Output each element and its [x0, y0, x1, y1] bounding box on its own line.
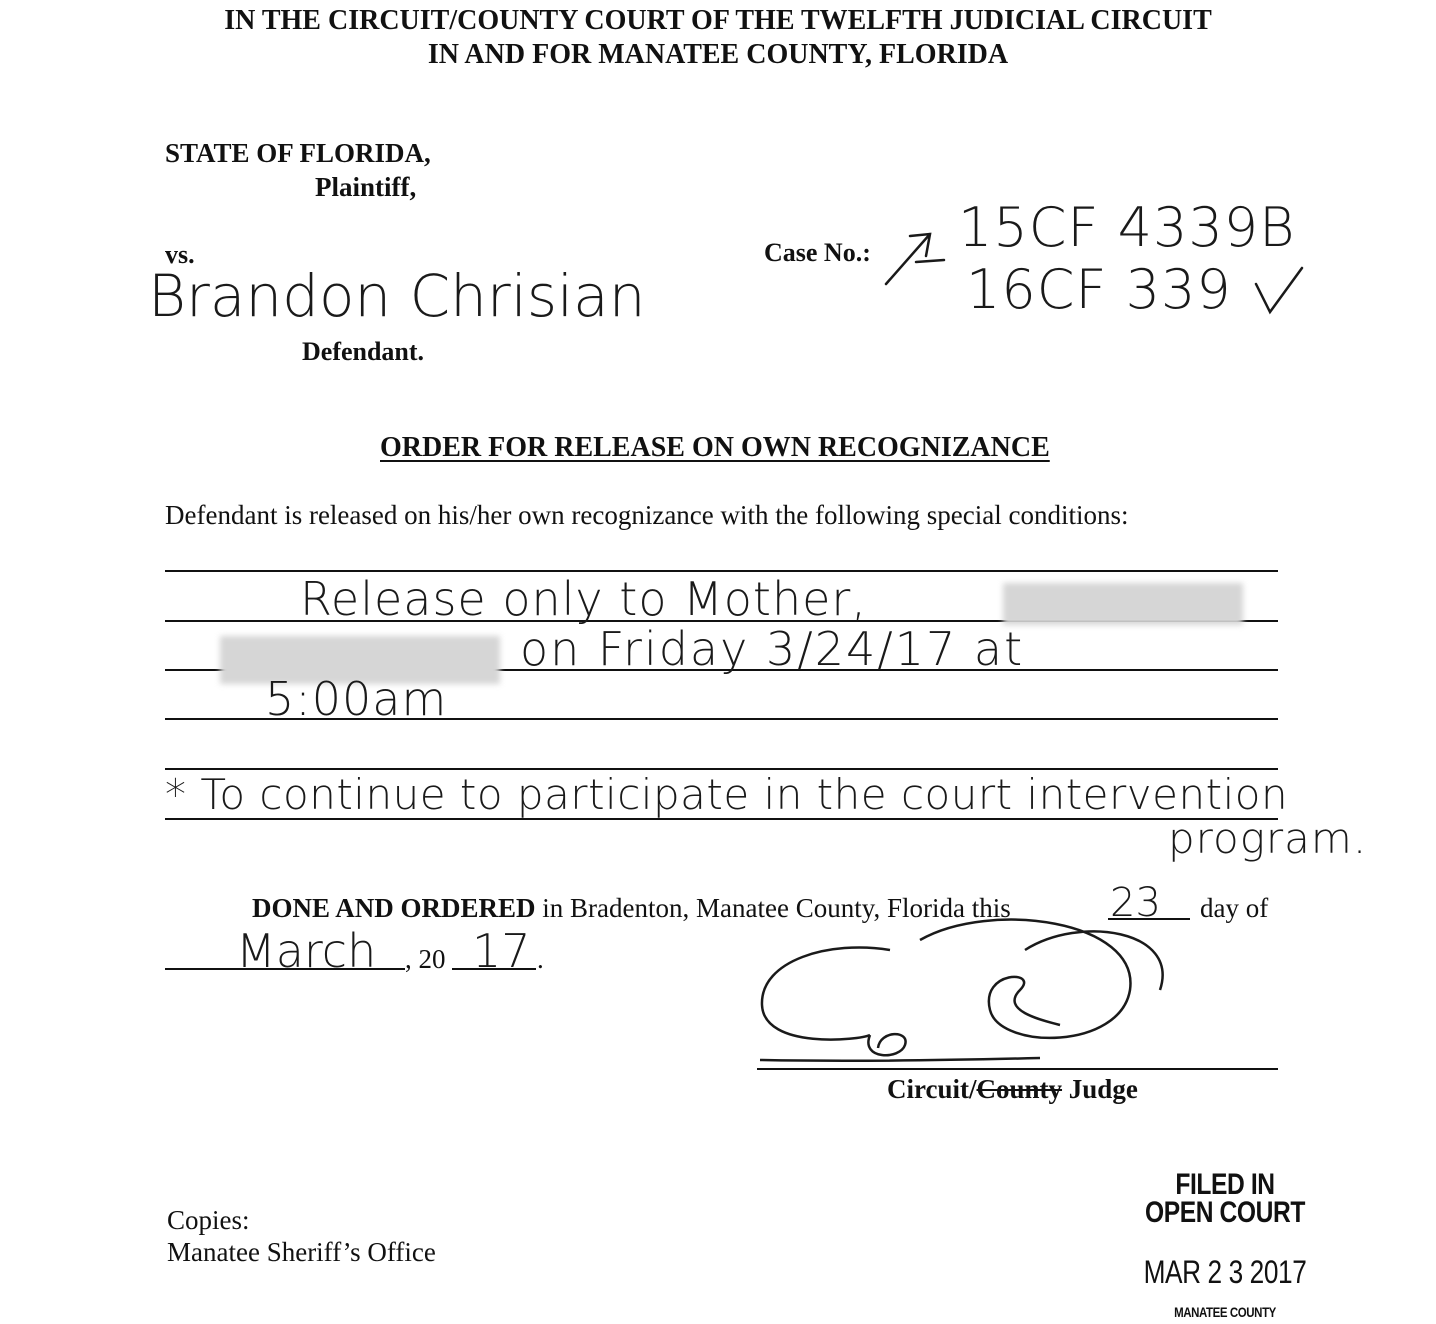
judge-title-suffix: Judge — [1062, 1074, 1138, 1104]
judge-title-struck: County — [976, 1074, 1063, 1104]
sentence-end: . — [537, 944, 544, 974]
vs-label: vs. — [165, 240, 195, 269]
condition-note-line-2: program. — [1168, 814, 1368, 863]
done-and-ordered-location: in Bradenton, Manatee County, Florida this — [535, 893, 1011, 923]
defendant-name-handwritten: Brandon Chrisian — [148, 262, 646, 330]
court-title-line2: IN AND FOR MANATEE COUNTY, FLORIDA — [427, 39, 1009, 70]
copies-recipient: Manatee Sheriff’s Office — [167, 1237, 436, 1267]
defendant-label: Defendant. — [302, 337, 425, 366]
condition-line-2: on Friday 3/24/17 at — [520, 622, 1025, 676]
day-of-label: day of — [1200, 893, 1269, 923]
condition-note-line-1: * To continue to participate in the court intervention — [165, 770, 1289, 819]
condition-line-3: 5:00am — [265, 672, 448, 726]
month-value: March — [236, 924, 377, 978]
stamp-date: MAR 2 3 2017 — [1143, 1254, 1307, 1290]
judge-title — [887, 1074, 1138, 1105]
case-number-label: Case No.: — [764, 238, 871, 267]
judge-title-prefix: Circuit/ — [887, 1074, 977, 1104]
signature-rule — [757, 1068, 1278, 1070]
court-title-line1: IN THE CIRCUIT/COUNTY COURT OF THE TWELFTH JUDICIAL CIRCUIT — [224, 5, 1212, 36]
order-intro: Defendant is released on his/her own recognizance with the following special conditions: — [165, 500, 1129, 530]
case-number-1: 15CF 4339B — [958, 196, 1296, 259]
order-title: ORDER FOR RELEASE ON OWN RECOGNIZANCE — [380, 432, 1050, 463]
arrow-mark-icon — [880, 222, 950, 292]
stamp-filed-in: FILED IN — [1175, 1168, 1275, 1201]
year-prefix: , 20 — [405, 944, 446, 974]
copies-label: Copies: — [167, 1205, 250, 1235]
redacted-name — [1003, 583, 1243, 625]
day-value: 23 — [1110, 880, 1161, 926]
year-value: 17 — [472, 924, 531, 978]
judge-signature — [740, 910, 1180, 1080]
case-number-2: 16CF 339 — [966, 258, 1232, 321]
stamp-footer: MANATEE COUNTY — [1174, 1304, 1276, 1320]
condition-line-1: Release only to Mother, — [300, 572, 867, 626]
plaintiff-label: Plaintiff, — [315, 172, 417, 202]
stamp-open-court: OPEN COURT — [1145, 1196, 1305, 1229]
checkmark-icon — [1248, 262, 1308, 322]
plaintiff-name: STATE OF FLORIDA, — [165, 138, 431, 168]
done-and-ordered-lead: DONE AND ORDERED — [252, 893, 536, 923]
